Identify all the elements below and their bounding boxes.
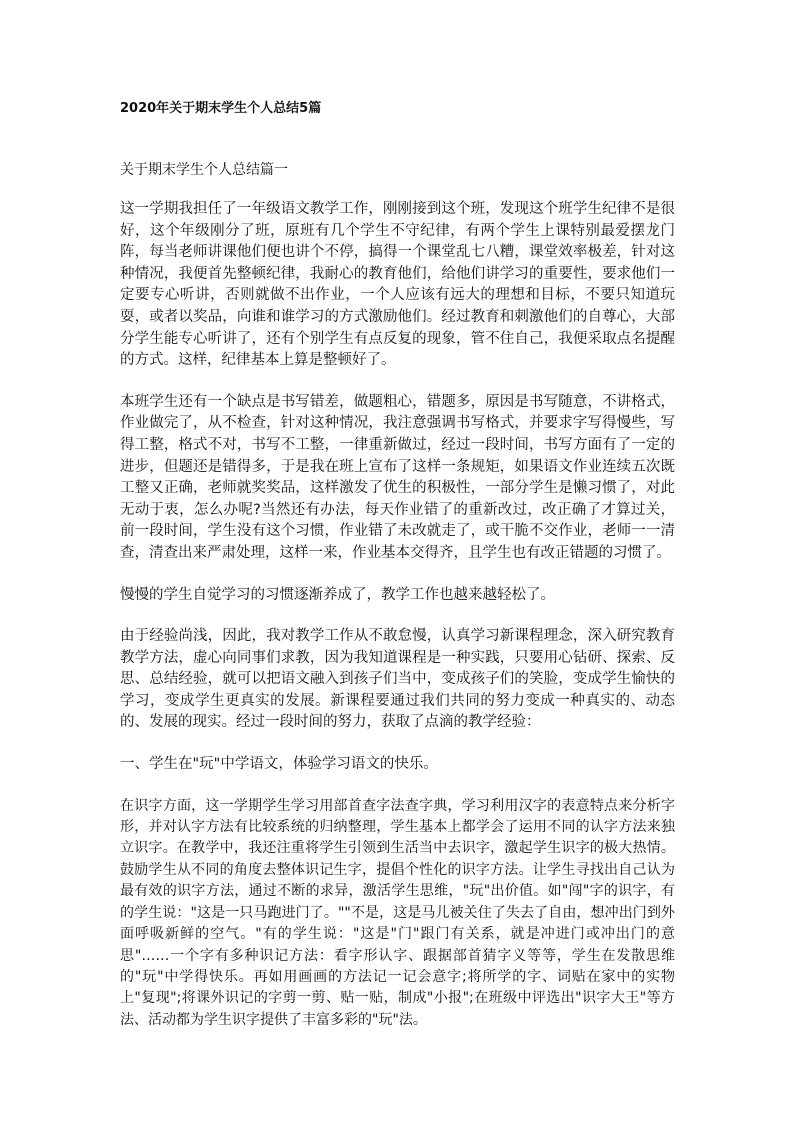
section-heading: 关于期末学生个人总结篇一 xyxy=(120,162,288,178)
paragraph-habits: 慢慢的学生自觉学习的习惯逐渐养成了，教学工作也越来越轻松了。 xyxy=(120,586,555,603)
paragraph-experience: 由于经验尚浅，因此，我对教学工作从不敢怠慢，认真学习新课程理念，深入研究教育教学方法，虚心向同事们求教，因为我知道课程是一种实践，只要用心钻研、探索、反思、总结经验，就可以把语文融入到孩子们当中，变成孩子们的笑脸，变成学生愉快的学习，变成学生更真实的发展。新课程要通过我们共同的努力变成一种真实的、动态的、发展的现实。经过一段时间的努力，获取了点滴的教学经验： xyxy=(120,628,675,731)
paragraph-point-one: 一、学生在"玩"中学语文，体验学习语文的快乐。 xyxy=(120,756,438,773)
paragraph-literacy: 在识字方面，这一学期学生学习用部首查字法查字典，学习利用汉字的表意特点来分析字形，并对认字方法有比较系统的归纳整理，学生基本上都学会了运用不同的认字方法来独立识字。在教学中，我还注重将学生引领到生活当中去识字，激起学生识字的极大热情。鼓励学生从不同的角度去整体识记生字，提倡个性化的识字方法。让学生寻找出自己认为最有效的识字方法，通过不断的求异，激活学生思维，"玩"出价值。如"闯"字的识字，有的学生说："这是一只马跑进门了。""不是，这是马儿被关住了失去了自由，想冲出门到外面呼吸新鲜的空气。"有的学生说："这是"门"跟门有关系，就是冲进门或冲出门的意思"……一个字有多种识记方法：看字形认字、跟据部首猜字义等等，学生在发散思维的"玩"中学得快乐。再如用画画的方法记一记会意字;将所学的字、词贴在家中的实物上"复现";将课外识记的字剪一剪、贴一贴，制成"小报";在班级中评选出"识字大王"等方法、活动都为学生识字提供了丰富多彩的"玩"法。 xyxy=(120,797,675,1028)
document-title: 2020年关于期末学生个人总结5篇 xyxy=(120,101,322,116)
document-body xyxy=(120,199,675,1031)
paragraph-discipline: 这一学期我担任了一年级语文教学工作，刚刚接到这个班，发现这个班学生纪律不是很好，这个年级刚分了班，原班有几个学生不守纪律，有两个学生上课特别最爱摆龙门阵，每当老师讲课他们便也讲个不停，搞得一个课堂乱七八糟，课堂效率极差，针对这种情况，我便首先整顿纪律，我耐心的教育他们，给他们讲学习的重要性，要求他们一定要专心听讲，否则就做不出作业，一个人应该有远大的理想和目标，不要只知道玩耍，或者以奖品，向谁和谁学习的方式激励他们。经过教育和刺激他们的自尊心，大部分学生能专心听讲了，还有个别学生有点反复的现象，管不住自己，我便采取点名提醒的方式。这样，纪律基本上算是整顿好了。 xyxy=(120,201,675,369)
paragraph-handwriting: 本班学生还有一个缺点是书写错差，做题粗心，错题多，原因是书写随意，不讲格式，作业做完了，从不检查，针对这种情况，我注意强调书写格式，并要求字写得慢些，写得工整，格式不对，书写不工整，一律重新做过，经过一段时间，书写方面有了一定的进步，但题还是错得多，于是我在班上宣布了这样一条规矩，如果语文作业连续五次既工整又正确，老师就奖奖品，这样激发了优生的积极性，一部分学生是懒习惯了，对此无动于衷，怎么办呢?当然还有办法，每天作业错了的重新改过，改正确了才算过关，前一段时间，学生没有这个习惯，作业错了未改就走了，或干脆不交作业，老师一一清查，清查出来严肃处理，这样一来，作业基本交得齐，且学生也有改正错题的习惯了。 xyxy=(120,393,675,561)
